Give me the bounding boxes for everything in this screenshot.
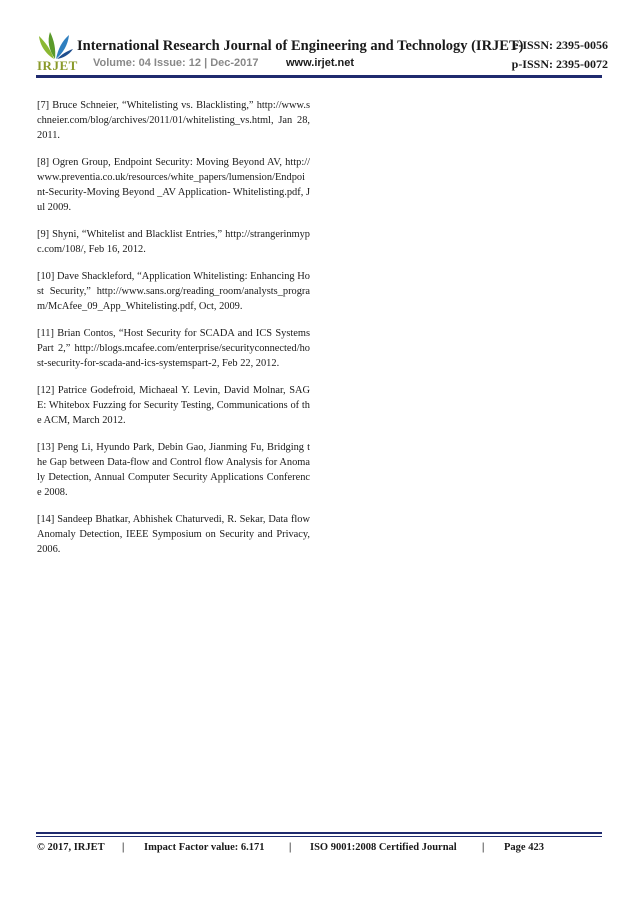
page-footer <box>36 842 602 858</box>
references-list <box>37 98 310 569</box>
footer-iso: ISO 9001:2008 Certified Journal <box>310 842 457 853</box>
footer-separator: | <box>482 842 485 853</box>
website-link[interactable]: www.irjet.net <box>286 57 355 69</box>
reference-item: [7] Bruce Schneier, “Whitelisting vs. Blacklisting,” http://www.schneier.com/blog/archives/2011/01/whitelisting_vs.html, Jan 28, 2011. <box>37 100 310 141</box>
footer-page-number: Page 423 <box>504 842 544 853</box>
eissn: e-ISSN: 2395-0056 <box>513 38 608 52</box>
reference-item: [12] Patrice Godefroid, Michaeal Y. Levin, David Molnar, SAGE: Whitebox Fuzzing for Security Testing, Communications of the ACM, March 2012. <box>37 385 310 426</box>
volume-issue: Volume: 04 Issue: 12 | Dec-2017 <box>93 57 259 69</box>
page-header <box>0 0 638 82</box>
reference-item: [11] Brian Contos, “Host Security for SCADA and ICS Systems Part 2,” http://blogs.mcafee.com/enterprise/securityconnected/host-security-for-scada-and-ics-systemspart-2, Feb 22, 2012. <box>37 328 310 369</box>
footer-separator: | <box>122 842 125 853</box>
footer-divider <box>36 832 602 834</box>
pissn: p-ISSN: 2395-0072 <box>511 57 608 71</box>
reference-item: [8] Ogren Group, Endpoint Security: Moving Beyond AV, http://www.preventia.co.uk/resources/white_papers/lumension/Endpoint-Security-Moving Beyond _AV Application- Whitelisting.pdf, Jul 2009. <box>37 157 310 213</box>
journal-title: International Research Journal of Engineering and Technology (IRJET) <box>77 38 524 54</box>
footer-copyright: © 2017, IRJET <box>37 842 105 853</box>
reference-item: [14] Sandeep Bhatkar, Abhishek Chaturvedi, R. Sekar, Data flow Anomaly Detection, IEEE Symposium on Security and Privacy, 2006. <box>37 514 310 555</box>
footer-impact-factor: Impact Factor value: 6.171 <box>144 842 265 853</box>
logo-text: IRJET <box>37 58 78 73</box>
footer-divider-thin <box>36 836 602 837</box>
header-divider <box>36 75 602 78</box>
irjet-logo <box>36 32 78 76</box>
reference-item: [9] Shyni, “Whitelist and Blacklist Entries,” http://strangerinmypc.com/108/, Feb 16, 2012. <box>37 229 310 255</box>
reference-item: [10] Dave Shackleford, “Application Whitelisting: Enhancing Host Security,” http://www.sans.org/reading_room/analysts_program/McAfee_09_App_Whitelisting.pdf, Oct, 2009. <box>37 271 310 312</box>
leaf-logo-icon <box>36 32 74 60</box>
footer-separator: | <box>289 842 292 853</box>
reference-item: [13] Peng Li, Hyundo Park, Debin Gao, Jianming Fu, Bridging the Gap between Data-flow and Control flow Analysis for Anomaly Detection, Annual Computer Security Applications Conference 2008. <box>37 442 310 498</box>
